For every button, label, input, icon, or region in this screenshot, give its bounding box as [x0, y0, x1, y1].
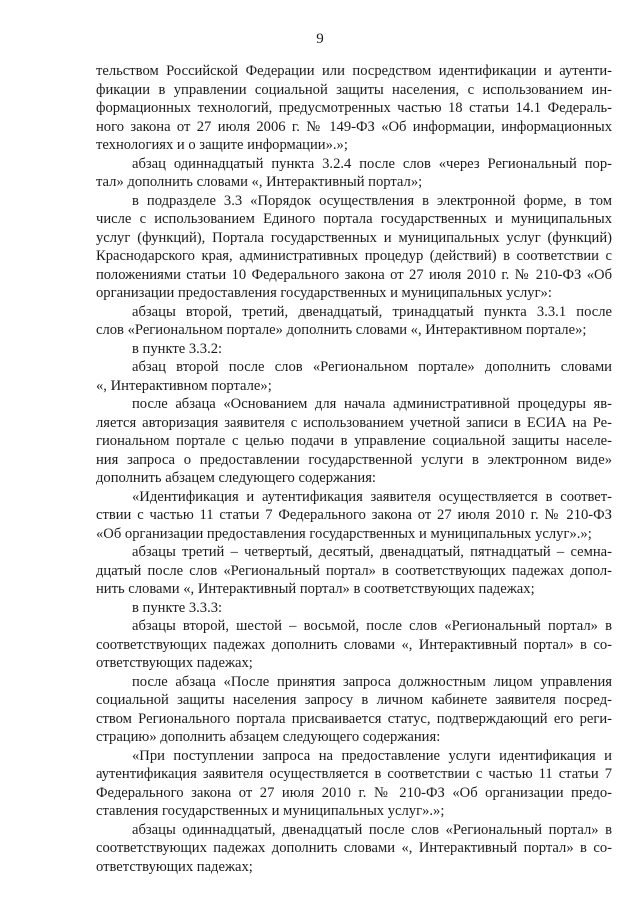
text-line: после абзаца «Основанием для начала административной процедуры яв-	[132, 396, 612, 412]
text-line: положениями статьи 10 Федерального закона от 27 июля 2010 г. № 210-ФЗ «Об	[96, 266, 612, 283]
text-line: социальной защиты населения запросу в личном кабинете заявителя посред-	[96, 692, 612, 708]
text-line: соответствующих падежах дополнить словами «, Интерактивный портал» в со-	[96, 636, 612, 653]
text-line: абзац одиннадцатый пункта 3.2.4 после слов «через Региональный пор-	[132, 155, 612, 172]
text-line: ния запроса о предоставлении государственной услуги в электронном виде»	[96, 451, 612, 468]
text-line: формационных технологий, предусмотренных частью 18 статьи 14.1 Федераль-	[96, 100, 612, 116]
text-line: ством Регионального портала присваивается статус, подтверждающий его реги-	[96, 710, 612, 727]
text-line: аутентификация заявителя осуществляется в соответствии с частью 11 статьи 7	[96, 766, 612, 782]
text-line: «Об организации предоставления государственных и муниципальных услуг».»;	[96, 525, 592, 542]
text-line: после абзаца «После принятия запроса должностным лицом управления	[132, 673, 612, 690]
text-line: ляется авторизация заявителя с использованием учетной записи в ЕСИА на Ре-	[96, 414, 612, 431]
text-line: организации предоставления государственных и муниципальных услуг»:	[96, 285, 552, 301]
text-line: тал» дополнить словами «, Интерактивный портал»;	[96, 174, 423, 190]
text-line: нить словами «, Интерактивный портал» в соответствующих падежах;	[96, 581, 535, 597]
text-line: абзацы третий – четвертый, десятый, двенадцатый, пятнадцатый – семна-	[132, 544, 612, 560]
text-line: ного закона от 27 июля 2006 г. № 149-ФЗ «Об информации, информационных	[96, 118, 612, 135]
text-line: технологиях и о защите информации».»;	[96, 137, 348, 153]
text-line: ствии с частью 11 статьи 7 Федерального закона от 27 июля 2010 г. № 210-ФЗ	[96, 507, 612, 523]
text-line: в подразделе 3.3 «Порядок осуществления в электронной форме, в том	[132, 192, 612, 209]
text-line: Краснодарского края, административных процедур (действий) в соответствии с	[96, 248, 612, 264]
page-number: 9	[316, 31, 324, 47]
text-line: услуг (функций), Портала государственных и муниципальных услуг (функций)	[96, 229, 612, 246]
text-line: абзацы второй, третий, двенадцатый, тринадцатый пункта 3.3.1 после	[132, 303, 612, 320]
text-line: фикации в управлении социальной защиты населения, с использованием ин-	[96, 81, 612, 98]
text-line: ответствующих падежах;	[96, 655, 253, 671]
text-line: абзац второй после слов «Региональном портале» дополнить словами	[132, 359, 612, 375]
text-line: «Идентификация и аутентификация заявителя осуществляется в соответ-	[132, 488, 612, 505]
text-line: ответствующих падежах;	[96, 858, 253, 875]
text-line: абзацы одиннадцатый, двенадцатый после слов «Региональный портал» в	[132, 821, 612, 838]
text-line: дцатый после слов «Региональный портал» в соответствующих падежах допол-	[96, 562, 612, 579]
text-line: тельством Российской Федерации или посредством идентификации и аутенти-	[96, 63, 612, 79]
text-line: страцию» дополнить абзацем следующего содержания:	[96, 729, 441, 745]
document-body	[96, 62, 612, 876]
text-line: «, Интерактивном портале»;	[96, 377, 272, 394]
text-line: гиональном портале с целью подачи в управление социальной защиты населе-	[96, 433, 612, 449]
text-line: в пункте 3.3.3:	[132, 599, 223, 616]
text-line: дополнить абзацем следующего содержания:	[96, 470, 376, 486]
text-line: абзацы второй, шестой – восьмой, после слов «Региональный портал» в	[132, 618, 612, 634]
text-line: ставления государственных и муниципальных услуг».»;	[96, 803, 445, 819]
text-line: слов «Региональном портале» дополнить словами «, Интерактивном портале»;	[96, 322, 587, 338]
text-line: «При поступлении запроса на предоставление услуги идентификация и	[132, 747, 612, 764]
text-line: в пункте 3.3.2:	[132, 340, 223, 357]
text-line: числе с использованием Единого портала государственных и муниципальных	[96, 211, 612, 227]
text-line: соответствующих падежах дополнить словами «, Интерактивный портал» в со-	[96, 840, 612, 856]
text-line: Федерального закона от 27 июля 2010 г. № 210-ФЗ «Об организации предо-	[96, 784, 612, 801]
